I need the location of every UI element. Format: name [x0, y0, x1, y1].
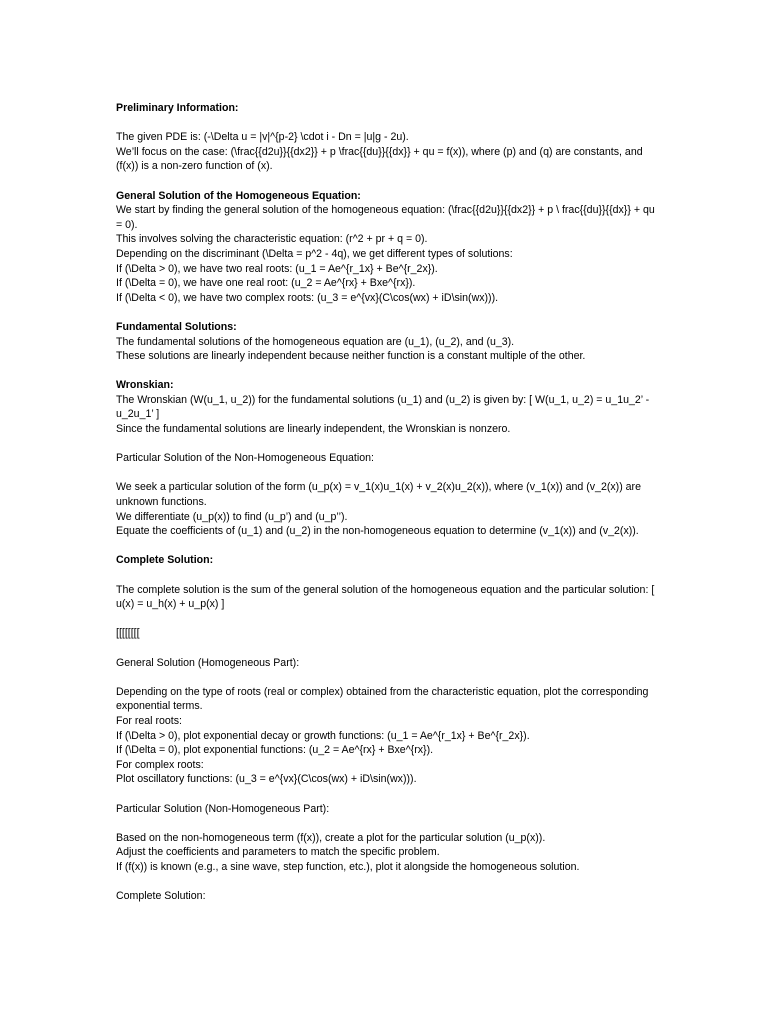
prelim-heading: Preliminary Information: — [116, 102, 239, 114]
particular-line-2: We differentiate (u_p(x)) to find (u_p’) and (u_p’’). — [116, 510, 348, 523]
homog-line-6: If (\Delta < 0), we have two complex roots: (u_3 = e^{vx}(C\cos(wx) + iD\sin(wx))). — [116, 291, 499, 304]
prelim-line-1: The given PDE is: (-\Delta u = |v|^{p-2} \cdot i - Dn = |u|g - 2u). — [116, 131, 409, 144]
fund-line-2: These solutions are linearly independent because neither function is a constant multiple of the other. — [116, 350, 586, 363]
particular-heading: Particular Solution of the Non-Homogeneous Equation: — [116, 452, 374, 465]
complete2-heading: Complete Solution: — [116, 890, 206, 903]
part-nonhomog-line-1: Based on the non-homogeneous term (f(x)), create a plot for the particular solution (u_p(x)). — [116, 831, 546, 844]
wronskian-heading: Wronskian: — [116, 379, 174, 392]
prelim-line-2: We’ll focus on the case: (\frac{{d2u}}{{dx2}} + p \frac{{du}}{{dx}} + qu = f(x)), where (p) and (q) are constants, and (f(x)) is a non-zero function of (x). — [116, 145, 643, 173]
homog-heading: General Solution of the Homogeneous Equation: — [116, 189, 361, 202]
part-nonhomog-heading: Particular Solution (Non-Homogeneous Part): — [116, 802, 330, 815]
gen-homog-line-4: If (\Delta = 0), plot exponential functions: (u_2 = Ae^{rx} + Bxe^{rx}). — [116, 744, 434, 757]
document-page — [116, 101, 656, 904]
homog-line-4: If (\Delta > 0), we have two real roots: (u_1 = Ae^{r_1x} + Be^{r_2x}). — [116, 262, 438, 275]
homog-line-5: If (\Delta = 0), we have one real root: (u_2 = Ae^{rx} + Bxe^{rx}). — [116, 277, 416, 290]
homog-line-2: This involves solving the characteristic equation: (r^2 + pr + q = 0). — [116, 233, 428, 246]
fund-line-1: The fundamental solutions of the homogeneous equation are (u_1), (u_2), and (u_3). — [116, 335, 515, 348]
gen-homog-line-3: If (\Delta > 0), plot exponential decay or growth functions: (u_1 = Ae^{r_1x} + Be^{r_2x}). — [116, 729, 530, 742]
part-nonhomog-line-2: Adjust the coefficients and parameters to match the specific problem. — [116, 846, 440, 859]
homog-line-1: We start by finding the general solution of the homogeneous equation: (\frac{{d2u}}{{dx2}} + p \ frac{{du}}{{dx}} + qu = 0). — [116, 204, 655, 231]
gen-homog-line-1: Depending on the type of roots (real or complex) obtained from the characteristic equation, plot the corresponding exponential terms. — [116, 685, 649, 713]
gen-homog-line-5: For complex roots: — [116, 758, 204, 771]
particular-line-1: We seek a particular solution of the form (u_p(x) = v_1(x)u_1(x) + v_2(x)u_2(x)), where (v_1(x)) and (v_2(x)) are unknown functions. — [116, 481, 641, 509]
gen-homog-line-6: Plot oscillatory functions: (u_3 = e^{vx}(C\cos(wx) + iD\sin(wx))). — [116, 773, 417, 786]
bracket-line: [[[[[[[[ — [116, 627, 140, 640]
wronskian-line-2: Since the fundamental solutions are linearly independent, the Wronskian is nonzero. — [116, 423, 511, 436]
part-nonhomog-line-3: If (f(x)) is known (e.g., a sine wave, step function, etc.), plot it alongside the homogeneous solution. — [116, 860, 580, 873]
particular-line-3: Equate the coefficients of (u_1) and (u_2) in the non-homogeneous equation to determine (v_1(x)) and (v_2(x)). — [116, 525, 639, 538]
complete-line-1: The complete solution is the sum of the general solution of the homogeneous equation and the particular solution: [ u(x) = u_h(x) + u_p(x) ] — [116, 583, 655, 611]
fund-heading: Fundamental Solutions: — [116, 320, 237, 333]
homog-line-3: Depending on the discriminant (\Delta = p^2 - 4q), we get different types of solutions: — [116, 247, 513, 260]
gen-homog-line-2: For real roots: — [116, 714, 182, 727]
wronskian-line-1: The Wronskian (W(u_1, u_2)) for the fundamental solutions (u_1) and (u_2) is given by: [ W(u_1, u_2) = u_1u_2’ - u_2u_1’ ] — [116, 393, 650, 421]
gen-homog-heading: General Solution (Homogeneous Part): — [116, 656, 300, 669]
complete-heading: Complete Solution: — [116, 554, 214, 567]
